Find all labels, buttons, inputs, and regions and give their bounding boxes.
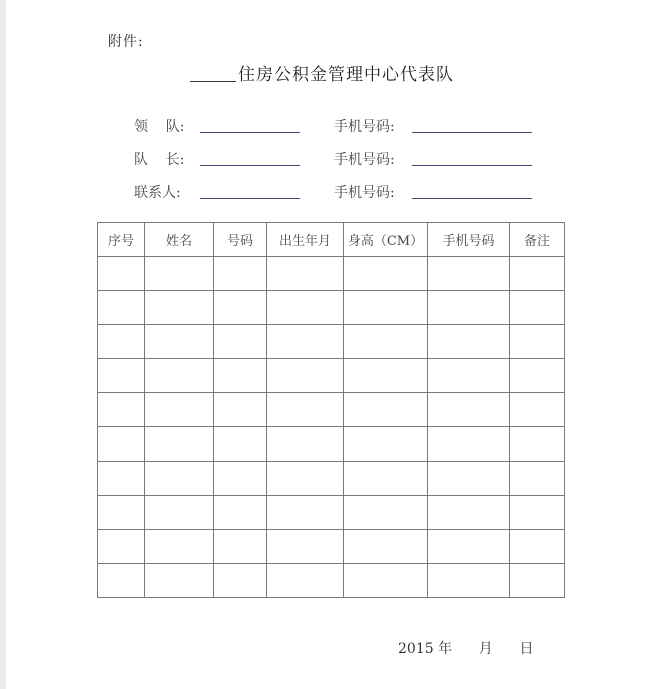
table-row [98,393,565,427]
table-cell [510,461,565,495]
table-cell [510,325,565,359]
leader-label: 领 队: [134,119,185,135]
table-cell [510,257,565,291]
table-cell [214,359,267,393]
table-cell [428,359,510,393]
table-cell [214,427,267,461]
table-cell [98,393,145,427]
table-row [98,495,565,529]
header-number: 号码 [214,223,267,257]
table-cell [267,291,344,325]
date-day-unit: 日 [519,641,534,657]
table-cell [428,427,510,461]
table-row [98,529,565,563]
table-cell [267,529,344,563]
table-cell [344,427,428,461]
contact-fill-line [200,198,300,199]
table-cell [98,325,145,359]
table-cell [428,461,510,495]
table-row [98,325,565,359]
table-cell [145,257,214,291]
table-cell [98,563,145,597]
table-cell [510,529,565,563]
date-line [398,638,534,658]
table-cell [510,427,565,461]
table-row [98,291,565,325]
table-cell [428,257,510,291]
table-cell [145,495,214,529]
contact-phone-label: 手机号码: [334,185,395,201]
table-cell [98,529,145,563]
table-cell [510,393,565,427]
table-cell [214,325,267,359]
table-cell [145,393,214,427]
table-cell [98,495,145,529]
table-cell [510,359,565,393]
table-cell [267,393,344,427]
captain-label: 队 长: [134,152,185,168]
table-cell [510,495,565,529]
table-cell [145,325,214,359]
document-title [190,60,454,85]
header-phone: 手机号码 [428,223,510,257]
table-cell [267,461,344,495]
table-row [98,359,565,393]
table-cell [344,495,428,529]
page-edge [0,0,6,689]
table-cell [510,563,565,597]
table-cell [98,461,145,495]
table-cell [344,529,428,563]
attachment-label: 附件: [108,34,144,50]
header-name: 姓名 [145,223,214,257]
roster-body [98,257,565,598]
table-cell [267,257,344,291]
contact-label: 联系人: [134,185,181,201]
title-text: 住房公积金管理中心代表队 [238,65,454,85]
table-cell [510,291,565,325]
table-header-row [98,223,565,257]
table-cell [428,563,510,597]
table-cell [267,359,344,393]
table-cell [428,325,510,359]
date-month-unit: 月 [478,641,493,657]
table-cell [267,325,344,359]
title-blank-line [190,81,236,82]
table-cell [145,529,214,563]
table-cell [428,495,510,529]
table-cell [344,393,428,427]
table-cell [428,393,510,427]
table-cell [344,359,428,393]
leader-fill-line [200,132,300,133]
table-cell [98,359,145,393]
leader-phone-label: 手机号码: [334,119,395,135]
table-cell [214,563,267,597]
table-row [98,461,565,495]
table-cell [214,461,267,495]
table-cell [267,427,344,461]
table-cell [344,325,428,359]
captain-fill-line [200,165,300,166]
date-year-unit: 年 [438,641,453,657]
header-remarks: 备注 [510,223,565,257]
header-serial: 序号 [98,223,145,257]
leader-phone-fill-line [412,132,532,133]
roster-table [97,222,565,598]
table-cell [214,257,267,291]
table-cell [344,563,428,597]
table-cell [428,291,510,325]
table-cell [214,393,267,427]
table-cell [214,495,267,529]
header-birth: 出生年月 [267,223,344,257]
table-cell [428,529,510,563]
table-cell [214,529,267,563]
table-row [98,563,565,597]
captain-phone-fill-line [412,165,532,166]
table-cell [214,291,267,325]
table-cell [145,291,214,325]
table-cell [98,257,145,291]
table-cell [98,291,145,325]
date-year: 2015 [398,641,434,657]
contact-phone-fill-line [412,198,532,199]
table-cell [98,427,145,461]
table-row [98,427,565,461]
table-cell [145,461,214,495]
header-height: 身高（CM） [344,223,428,257]
table-cell [145,427,214,461]
table-cell [267,563,344,597]
table-cell [344,291,428,325]
captain-phone-label: 手机号码: [334,152,395,168]
table-cell [145,563,214,597]
table-cell [145,359,214,393]
table-cell [344,257,428,291]
table-cell [344,461,428,495]
table-cell [267,495,344,529]
table-row [98,257,565,291]
